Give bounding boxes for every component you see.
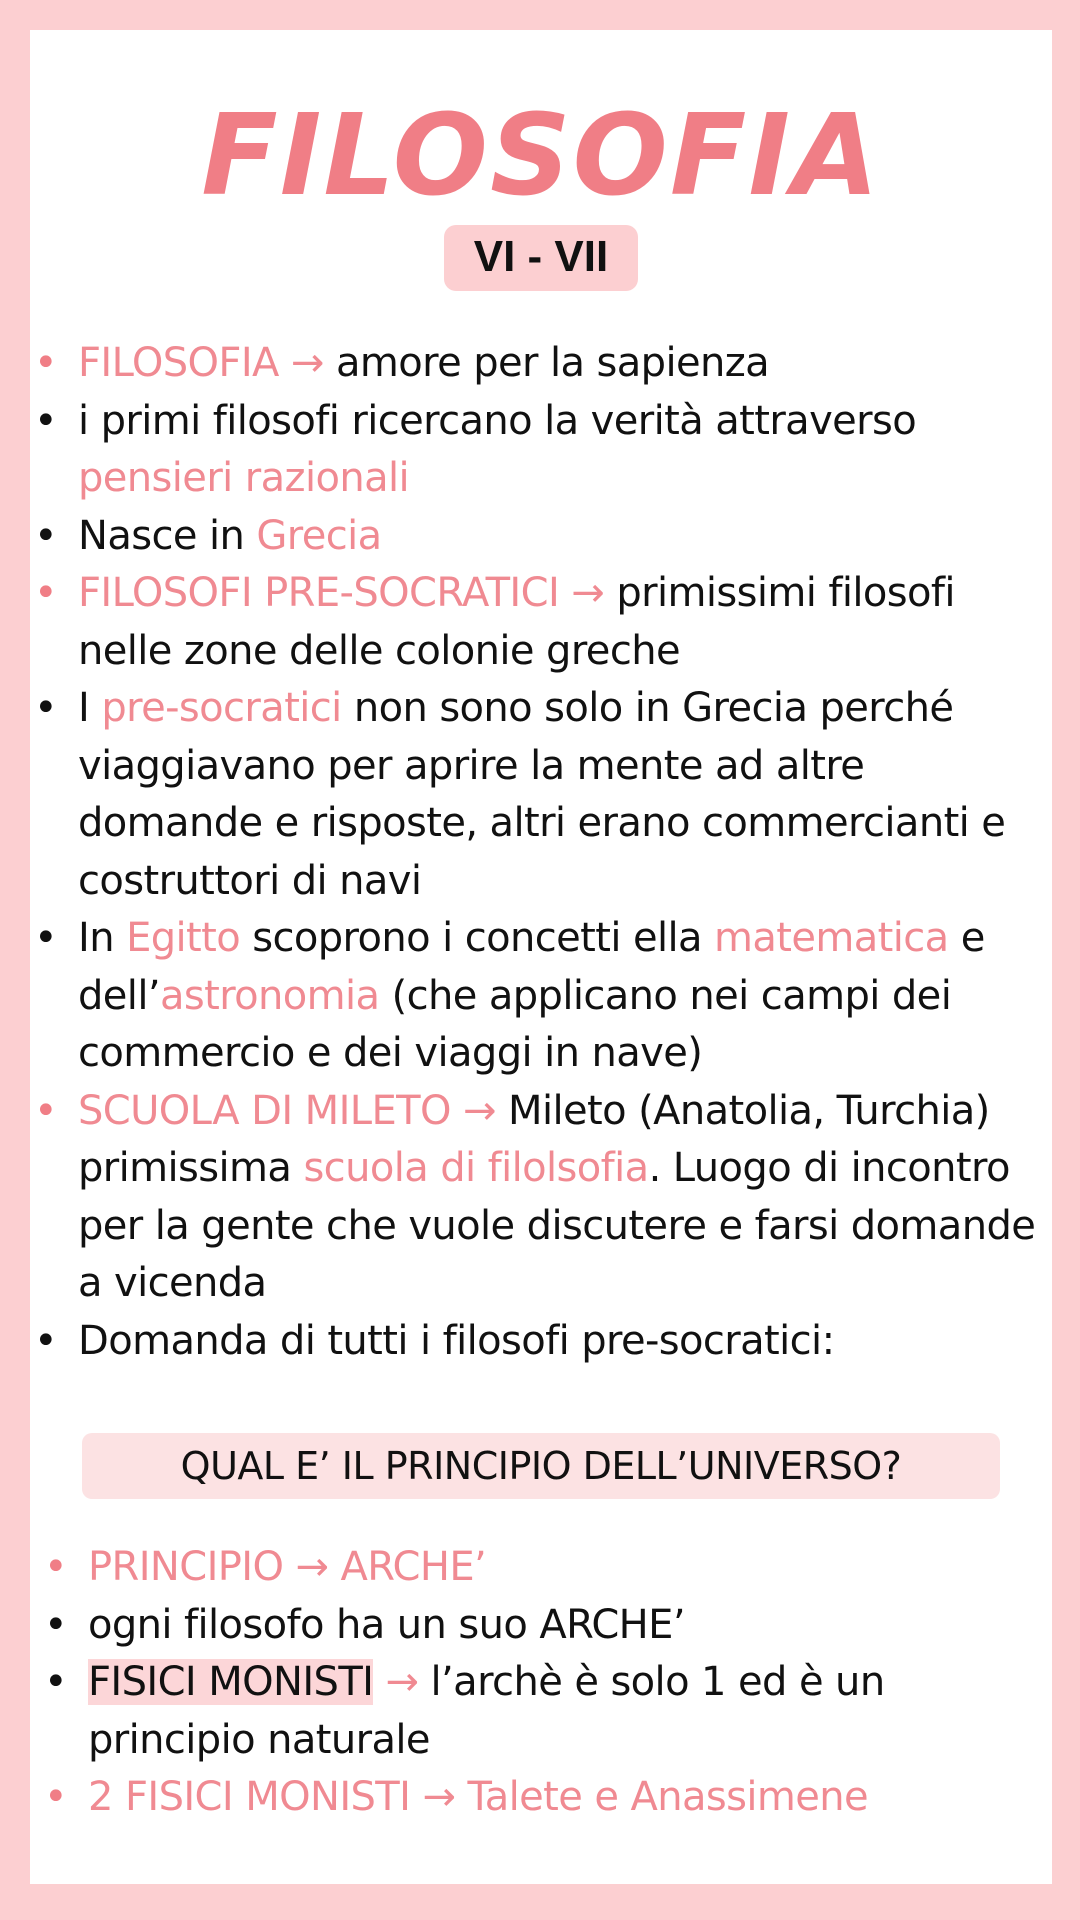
subtitle-container <box>30 225 1052 291</box>
highlight-text: astronomia <box>159 972 380 1019</box>
list-item <box>30 393 1052 508</box>
arrow-icon: → <box>385 1659 419 1705</box>
arrow-icon: → <box>571 570 605 616</box>
list-item <box>30 680 1052 910</box>
item-text: non sono solo in Grecia perché viaggiavano per aprire la mente ad altre domande e risposte, altri erano commercianti e costruttori di navi <box>78 685 1006 904</box>
arrow-icon: → <box>422 1774 456 1820</box>
item-text: primissimi filosofi nelle zone delle colonie greche <box>78 570 955 674</box>
notes-list <box>30 335 1052 1370</box>
list-item <box>30 1313 1052 1371</box>
item-text: (che applicano nei campi dei commercio e dei viaggi in nave) <box>78 972 952 1076</box>
highlight-text: matematica <box>714 915 949 961</box>
item-text: Nasce in <box>78 512 245 559</box>
highlight-text: scuola di filolsofia <box>303 1145 649 1191</box>
highlight-text: Grecia <box>256 512 382 559</box>
item-text: Domanda di tutti i filosofi pre-socratici: <box>78 1317 835 1364</box>
term-text: 2 FISICI MONISTI <box>88 1774 411 1820</box>
subtitle-badge: VI - VII <box>444 225 638 291</box>
term-highlight: FISICI MONISTI <box>88 1659 374 1705</box>
item-text: e dell’ <box>78 915 985 1019</box>
highlight-text: pensieri razionali <box>78 455 410 501</box>
term-text: FILOSOFI PRE-SOCRATICI <box>78 570 560 616</box>
item-text: l’archè è solo 1 ed è un principio naturale <box>88 1659 885 1763</box>
page-title: FILOSOFIA <box>201 91 881 221</box>
highlight-text: pre-socratici <box>101 685 342 731</box>
highlight-text: ARCHE’ <box>340 1544 487 1590</box>
item-text: ogni filosofo ha un suo ARCHE’ <box>88 1601 685 1648</box>
list-item <box>30 1083 1052 1313</box>
list-item <box>30 565 1052 680</box>
question-box <box>82 1433 1000 1499</box>
list-item <box>30 335 1052 393</box>
term-text: PRINCIPIO <box>88 1544 284 1590</box>
item-text: scoprono i concetti ella <box>252 915 702 961</box>
item-text: Mileto (Anatolia, Turchia) primissima <box>78 1087 990 1191</box>
notes-page <box>30 30 1052 1884</box>
list-item <box>30 508 1052 566</box>
arrow-icon: → <box>295 1544 329 1590</box>
question-text: QUAL E’ IL PRINCIPIO DELL’UNIVERSO? <box>180 1444 902 1488</box>
notes-list-2 <box>40 1539 1052 1827</box>
arrow-icon: → <box>290 340 324 386</box>
item-text: I <box>78 685 90 731</box>
highlight-text: Talete e Anassimene <box>467 1774 869 1820</box>
list-item <box>40 1539 1052 1597</box>
arrow-icon: → <box>463 1087 496 1134</box>
item-text: . Luogo di incontro per la gente che vuole discutere e farsi domande a vicenda <box>78 1145 1036 1306</box>
list-item <box>40 1769 1052 1827</box>
item-text: i primi filosofi ricercano la verità attraverso <box>78 397 917 444</box>
list-item <box>40 1654 1052 1769</box>
term-text: FILOSOFIA <box>78 340 279 386</box>
term-text: SCUOLA DI MILETO <box>78 1087 451 1134</box>
item-text: amore per la sapienza <box>335 340 770 386</box>
item-text: In <box>78 915 114 961</box>
list-item <box>40 1597 1052 1655</box>
list-item <box>30 910 1052 1083</box>
highlight-text: Egitto <box>126 915 241 961</box>
